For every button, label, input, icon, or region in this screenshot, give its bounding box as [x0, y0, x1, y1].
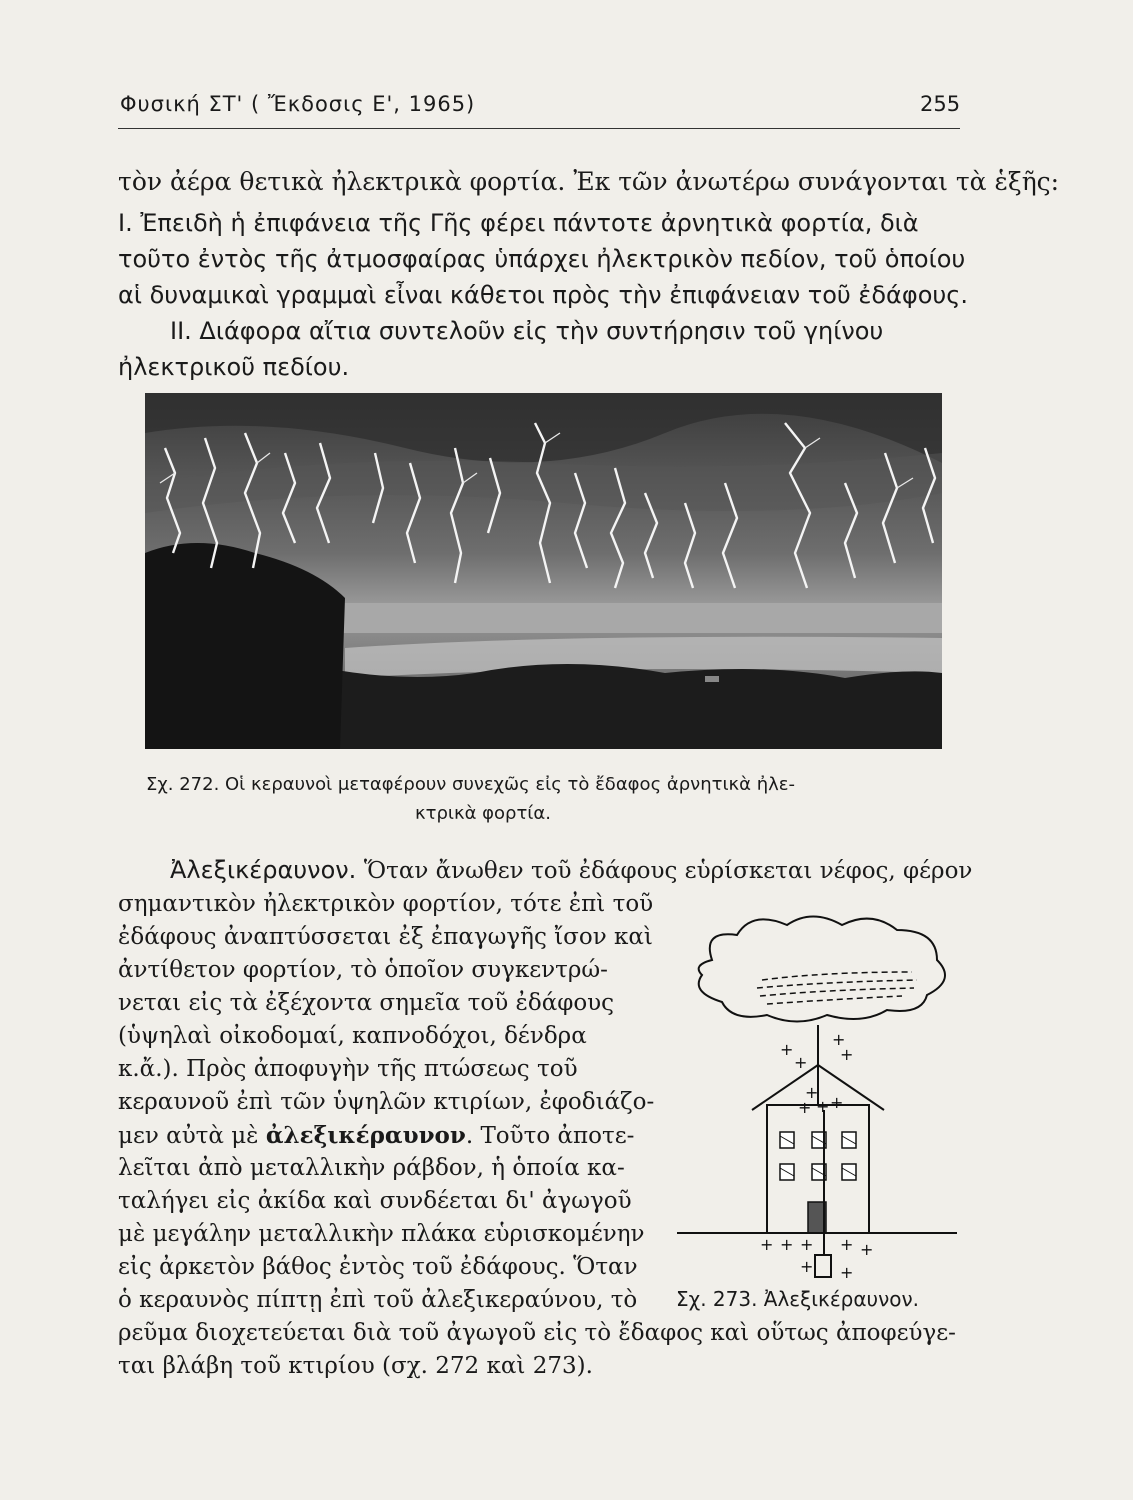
plus-10: +: [780, 1235, 794, 1254]
lightning-rod-diagram: [672, 910, 962, 1290]
section-line-4: ἀντίθετον φορτίον, τὸ ὁποῖον συγκεντρώ-: [118, 957, 608, 983]
section-line-13: εἰς ἀρκετὸν βάθος ἐντὸς τοῦ ἐδάφους. Ὅταν: [118, 1254, 638, 1280]
plus-15: +: [840, 1263, 854, 1282]
running-header-title: Φυσική ΣΤ' ( Ἔκδοσις Ε', 1965): [120, 92, 476, 116]
figure-272-caption-line-1: Σχ. 272. Οἱ κεραυνοὶ μεταφέρουν συνεχῶς εἰς τὸ ἔδαφος ἀρνητικὰ ἠλε-: [146, 774, 796, 795]
section-first-line: [170, 852, 1012, 889]
plus-6: +: [798, 1098, 812, 1117]
plus-5: +: [805, 1083, 819, 1102]
plus-8: +: [830, 1093, 844, 1112]
plus-7: +: [816, 1097, 830, 1116]
term-lightning-rod: ἀλεξικέραυνον: [265, 1122, 466, 1149]
plus-3: +: [832, 1030, 846, 1049]
section-line-9-a: μεν αὐτὰ μὲ: [118, 1123, 259, 1149]
figure-273-caption: Σχ. 273. Ἀλεξικέραυνον.: [676, 1287, 920, 1311]
intro-line-3: τοῦτο ἐντὸς τῆς ἀτμοσφαίρας ὑπάρχει ἠλεκτρικὸν πεδίον, τοῦ ὁποίου: [118, 245, 966, 273]
section-line-8: κεραυνοῦ ἐπὶ τῶν ὑψηλῶν κτιρίων, ἐφοδιάζο-: [118, 1089, 655, 1115]
section-line-7: κ.ἄ.). Πρὸς ἀποφυγὴν τῆς πτώσεως τοῦ: [118, 1056, 578, 1082]
plus-1: +: [780, 1040, 794, 1059]
section-line-9-b: . Τοῦτο ἀποτε-: [465, 1123, 635, 1149]
intro-line-2: I. Ἐπειδὴ ἡ ἐπιφάνεια τῆς Γῆς φέρει πάντοτε ἀρνητικὰ φορτία, διὰ: [118, 209, 919, 237]
section-line-12: μὲ μεγάλην μεταλλικὴν πλάκα εὑρισκομένην: [118, 1221, 645, 1247]
lightning-photo: [145, 393, 942, 749]
header-rule: [118, 128, 960, 129]
cloud-shape: [699, 917, 945, 1022]
section-line-1: Ὅταν ἄνωθεν τοῦ ἐδάφους εὑρίσκεται νέφος, φέρον: [363, 858, 973, 884]
intro-line-5: II. Διάφορα αἴτια συντελοῦν εἰς τὴν συντήρησιν τοῦ γηίνου: [170, 317, 884, 345]
plus-2: +: [794, 1053, 808, 1072]
section-line-14: ὁ κεραυνὸς πίπτῃ ἐπὶ τοῦ ἀλεξικεραύνου, τὸ: [118, 1287, 638, 1313]
section-line-11: ταλήγει εἰς ἀκίδα καὶ συνδέεται δι' ἀγωγοῦ: [118, 1188, 632, 1214]
section-line-9: [118, 1120, 634, 1152]
plus-12: +: [840, 1235, 854, 1254]
section-line-6: (ὑψηλαὶ οἰκοδομαί, καπνοδόχοι, δένδρα: [118, 1023, 587, 1049]
intro-line-1: τὸν ἀέρα θετικὰ ἠλεκτρικὰ φορτία. Ἐκ τῶν ἀνωτέρω συνάγονται τὰ ἑξῆς:: [118, 167, 1060, 196]
plus-9: +: [760, 1235, 774, 1254]
section-line-3: ἐδάφους ἀναπτύσσεται ἐξ ἐπαγωγῆς ἴσον καὶ: [118, 924, 653, 950]
intro-line-6: ἠλεκτρικοῦ πεδίου.: [118, 353, 350, 381]
section-line-5: νεται εἰς τὰ ἐξέχοντα σημεῖα τοῦ ἐδάφους: [118, 990, 615, 1016]
section-line-10: λεῖται ἀπὸ μεταλλικὴν ράβδον, ἡ ὁποία κα-: [118, 1155, 625, 1181]
plus-14: +: [800, 1257, 814, 1276]
figure-272-caption-line-2: κτρικὰ φορτία.: [415, 803, 551, 824]
section-heading: Ἀλεξικέραυνον.: [170, 856, 357, 884]
plus-11: +: [800, 1235, 814, 1254]
section-line-2: σημαντικὸν ἠλεκτρικὸν φορτίον, τότε ἐπὶ τοῦ: [118, 891, 654, 917]
section-line-16: ται βλάβη τοῦ κτιρίου (σχ. 272 καὶ 273).: [118, 1353, 593, 1379]
plus-13: +: [860, 1240, 874, 1259]
intro-line-4: αἱ δυναμικαὶ γραμμαὶ εἶναι κάθετοι πρὸς τὴν ἐπιφάνειαν τοῦ ἐδάφους.: [118, 281, 968, 309]
page-number: 255: [920, 92, 961, 116]
plus-4: +: [840, 1045, 854, 1064]
section-line-15: ρεῦμα διοχετεύεται διὰ τοῦ ἀγωγοῦ εἰς τὸ ἔδαφος καὶ οὕτως ἀποφεύγε-: [118, 1320, 956, 1346]
